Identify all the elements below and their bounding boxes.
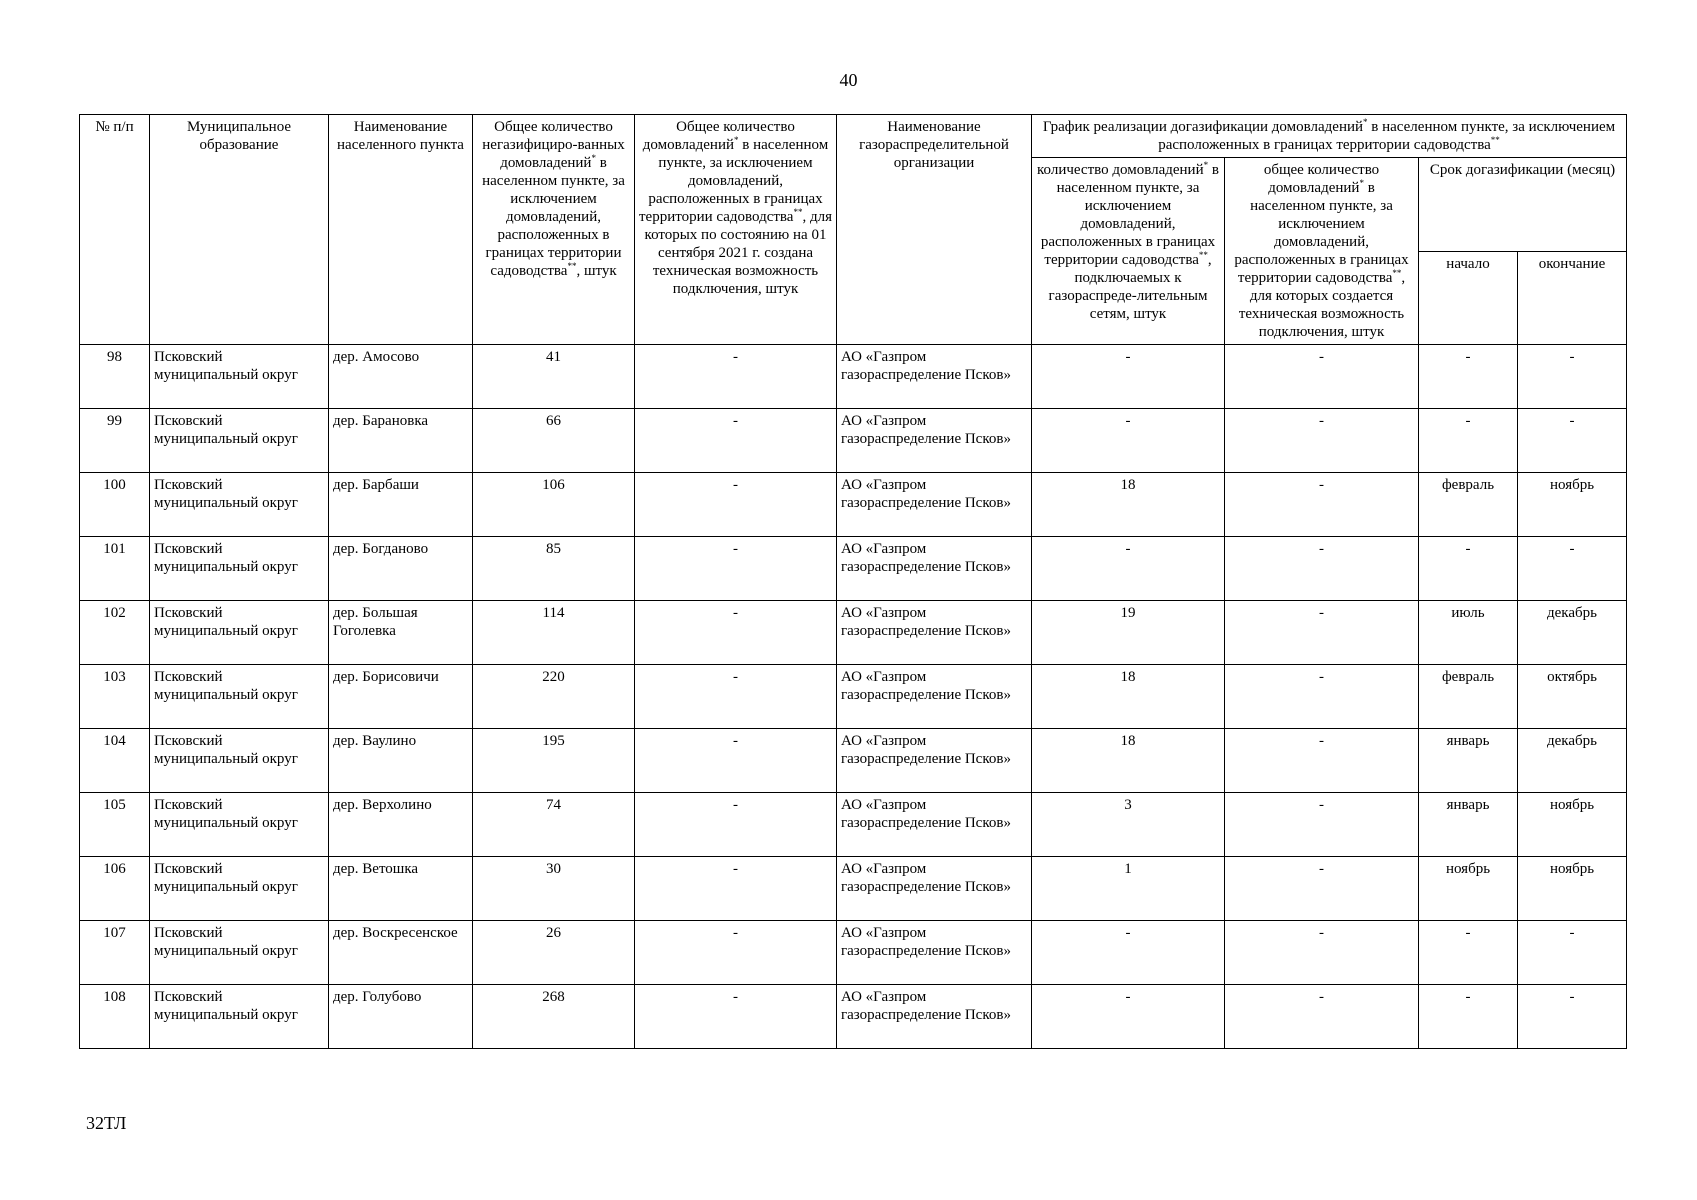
row-number: 106 (80, 857, 150, 921)
connected-count-cell: 18 (1032, 729, 1225, 793)
table-row (80, 665, 1627, 729)
row-number: 101 (80, 537, 150, 601)
total-non-gasified-cell: 106 (473, 473, 635, 537)
settlement-cell: дер. Ветошка (329, 857, 473, 921)
total-with-capability-cell: - (635, 473, 837, 537)
total-with-capability-cell: - (635, 729, 837, 793)
start-month-cell: - (1419, 985, 1518, 1049)
capability-total-cell: - (1225, 793, 1419, 857)
total-non-gasified-cell: 114 (473, 601, 635, 665)
capability-total-cell: - (1225, 473, 1419, 537)
table-row (80, 921, 1627, 985)
gas-org-cell: АО «Газпром газораспределение Псков» (837, 793, 1032, 857)
municipality-cell: Псковский муниципальный округ (150, 345, 329, 409)
total-with-capability-cell: - (635, 985, 837, 1049)
end-month-cell: декабрь (1518, 601, 1627, 665)
header-total-non-gasified: Общее количество негазифициро-ванных домовладений* в населенном пункте, за исключением домовладений, расположенных в границах территории садоводства**, штук (473, 115, 635, 345)
settlement-cell: дер. Верхолино (329, 793, 473, 857)
settlement-cell: дер. Амосово (329, 345, 473, 409)
total-non-gasified-cell: 26 (473, 921, 635, 985)
total-with-capability-cell: - (635, 665, 837, 729)
municipality-cell: Псковский муниципальный округ (150, 665, 329, 729)
total-non-gasified-cell: 30 (473, 857, 635, 921)
start-month-cell: июль (1419, 601, 1518, 665)
capability-total-cell: - (1225, 665, 1419, 729)
table-row (80, 473, 1627, 537)
total-non-gasified-cell: 41 (473, 345, 635, 409)
municipality-cell: Псковский муниципальный округ (150, 601, 329, 665)
start-month-cell: - (1419, 409, 1518, 473)
capability-total-cell: - (1225, 601, 1419, 665)
settlement-cell: дер. Барановка (329, 409, 473, 473)
header-connected-count: количество домовладений* в населенном пункте, за исключением домовладений, расположенных в границах территории садоводства**, подключаемых к газораспреде-лительным сетям, штук (1032, 158, 1225, 345)
table-row (80, 793, 1627, 857)
municipality-cell: Псковский муниципальный округ (150, 409, 329, 473)
capability-total-cell: - (1225, 537, 1419, 601)
table-row (80, 985, 1627, 1049)
table-row (80, 857, 1627, 921)
gas-org-cell: АО «Газпром газораспределение Псков» (837, 537, 1032, 601)
connected-count-cell: - (1032, 921, 1225, 985)
capability-total-cell: - (1225, 345, 1419, 409)
end-month-cell: - (1518, 985, 1627, 1049)
header-end: окончание (1518, 251, 1627, 345)
row-number: 104 (80, 729, 150, 793)
start-month-cell: январь (1419, 729, 1518, 793)
row-number: 98 (80, 345, 150, 409)
gas-org-cell: АО «Газпром газораспределение Псков» (837, 921, 1032, 985)
capability-total-cell: - (1225, 729, 1419, 793)
gas-org-cell: АО «Газпром газораспределение Псков» (837, 473, 1032, 537)
settlement-cell: дер. Воскресенское (329, 921, 473, 985)
gas-org-cell: АО «Газпром газораспределение Псков» (837, 985, 1032, 1049)
row-number: 103 (80, 665, 150, 729)
total-with-capability-cell: - (635, 601, 837, 665)
end-month-cell: ноябрь (1518, 857, 1627, 921)
settlement-cell: дер. Барбаши (329, 473, 473, 537)
total-non-gasified-cell: 74 (473, 793, 635, 857)
capability-total-cell: - (1225, 409, 1419, 473)
row-number: 105 (80, 793, 150, 857)
start-month-cell: ноябрь (1419, 857, 1518, 921)
gas-org-cell: АО «Газпром газораспределение Псков» (837, 729, 1032, 793)
header-deadline: Срок догазификации (месяц) (1419, 158, 1627, 252)
connected-count-cell: 18 (1032, 665, 1225, 729)
end-month-cell: ноябрь (1518, 793, 1627, 857)
table-row (80, 537, 1627, 601)
start-month-cell: - (1419, 345, 1518, 409)
total-with-capability-cell: - (635, 345, 837, 409)
settlement-cell: дер. Богданово (329, 537, 473, 601)
row-number: 100 (80, 473, 150, 537)
municipality-cell: Псковский муниципальный округ (150, 729, 329, 793)
capability-total-cell: - (1225, 857, 1419, 921)
gas-org-cell: АО «Газпром газораспределение Псков» (837, 409, 1032, 473)
connected-count-cell: 1 (1032, 857, 1225, 921)
header-municipality: Муниципальное образование (150, 115, 329, 345)
header-gas-org: Наименование газораспределительной организации (837, 115, 1032, 345)
municipality-cell: Псковский муниципальный округ (150, 793, 329, 857)
start-month-cell: - (1419, 537, 1518, 601)
connected-count-cell: 3 (1032, 793, 1225, 857)
total-non-gasified-cell: 85 (473, 537, 635, 601)
capability-total-cell: - (1225, 985, 1419, 1049)
total-with-capability-cell: - (635, 793, 837, 857)
row-number: 107 (80, 921, 150, 985)
connected-count-cell: 18 (1032, 473, 1225, 537)
end-month-cell: - (1518, 345, 1627, 409)
header-start: начало (1419, 251, 1518, 345)
header-settlement: Наименование населенного пункта (329, 115, 473, 345)
municipality-cell: Псковский муниципальный округ (150, 473, 329, 537)
gas-org-cell: АО «Газпром газораспределение Псков» (837, 345, 1032, 409)
footer-code: 32ТЛ (86, 1113, 127, 1133)
header-capability-total: общее количество домовладений* в населенном пункте, за исключением домовладений, расположенных в границах территории садоводства**, для которых создается техническая возможность подключения, штук (1225, 158, 1419, 345)
municipality-cell: Псковский муниципальный округ (150, 537, 329, 601)
header-total-with-capability: Общее количество домовладений* в населенном пункте, за исключением домовладений, расположенных в границах территории садоводства**, для которых по состоянию на 01 сентября 2021 г. создана техническая возможность подключения, штук (635, 115, 837, 345)
end-month-cell: - (1518, 409, 1627, 473)
total-with-capability-cell: - (635, 409, 837, 473)
table-row (80, 729, 1627, 793)
start-month-cell: февраль (1419, 665, 1518, 729)
end-month-cell: - (1518, 537, 1627, 601)
total-non-gasified-cell: 195 (473, 729, 635, 793)
total-non-gasified-cell: 268 (473, 985, 635, 1049)
municipality-cell: Псковский муниципальный округ (150, 857, 329, 921)
connected-count-cell: 19 (1032, 601, 1225, 665)
table-row (80, 409, 1627, 473)
total-with-capability-cell: - (635, 857, 837, 921)
gas-org-cell: АО «Газпром газораспределение Псков» (837, 665, 1032, 729)
total-with-capability-cell: - (635, 537, 837, 601)
row-number: 99 (80, 409, 150, 473)
connected-count-cell: - (1032, 985, 1225, 1049)
table-row (80, 601, 1627, 665)
connected-count-cell: - (1032, 409, 1225, 473)
connected-count-cell: - (1032, 537, 1225, 601)
settlement-cell: дер. Голубово (329, 985, 473, 1049)
total-non-gasified-cell: 66 (473, 409, 635, 473)
row-number: 102 (80, 601, 150, 665)
total-with-capability-cell: - (635, 921, 837, 985)
table-body (80, 345, 1627, 1049)
start-month-cell: февраль (1419, 473, 1518, 537)
capability-total-cell: - (1225, 921, 1419, 985)
settlement-cell: дер. Большая Гоголевка (329, 601, 473, 665)
page-number: 40 (839, 70, 858, 90)
header-num: № п/п (80, 115, 150, 345)
end-month-cell: - (1518, 921, 1627, 985)
end-month-cell: ноябрь (1518, 473, 1627, 537)
row-number: 108 (80, 985, 150, 1049)
connected-count-cell: - (1032, 345, 1225, 409)
table-row (80, 345, 1627, 409)
end-month-cell: октябрь (1518, 665, 1627, 729)
gas-org-cell: АО «Газпром газораспределение Псков» (837, 601, 1032, 665)
settlement-cell: дер. Ваулино (329, 729, 473, 793)
gasification-table (79, 114, 1627, 1049)
start-month-cell: - (1419, 921, 1518, 985)
settlement-cell: дер. Борисовичи (329, 665, 473, 729)
header-schedule: График реализации догазификации домовладений* в населенном пункте, за исключением расположенных в границах территории садоводства** (1032, 115, 1627, 158)
start-month-cell: январь (1419, 793, 1518, 857)
total-non-gasified-cell: 220 (473, 665, 635, 729)
municipality-cell: Псковский муниципальный округ (150, 921, 329, 985)
end-month-cell: декабрь (1518, 729, 1627, 793)
gas-org-cell: АО «Газпром газораспределение Псков» (837, 857, 1032, 921)
municipality-cell: Псковский муниципальный округ (150, 985, 329, 1049)
